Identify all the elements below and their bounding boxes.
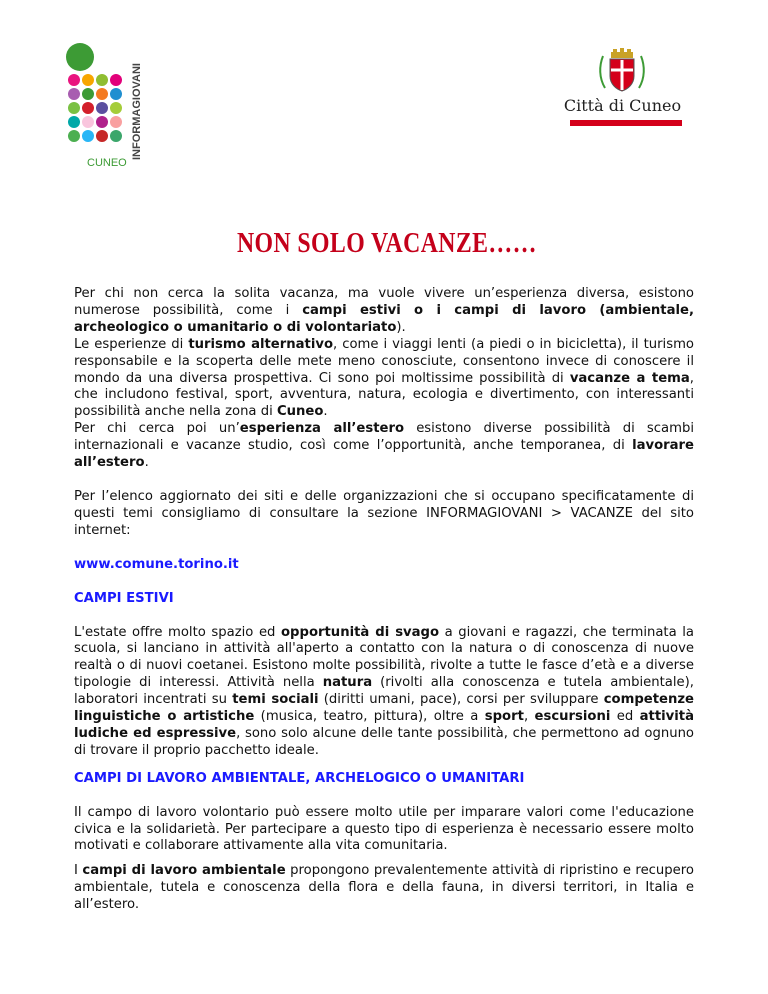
logo-big-dot: [66, 43, 94, 71]
logo-dot-grid: [68, 74, 122, 142]
page-title: NON SOLO VACANZE……: [236, 227, 537, 259]
logo-dot: [68, 130, 80, 142]
logo-dot: [68, 74, 80, 86]
section-heading-campi-estivi: CAMPI ESTIVI: [74, 590, 174, 606]
logo-dot: [110, 130, 122, 142]
city-logo-bar: [570, 120, 682, 126]
logo-dot: [82, 116, 94, 128]
logo-dot: [82, 74, 94, 86]
informagiovani-logo-graphic: [60, 42, 150, 177]
intro-paragraph: Per chi non cerca la solita vacanza, ma vuole vivere un’esperienza diversa, esistono numerose possibilità, come i campi estivi o i campi di lavoro (ambientale, archeologico o umanitario o di volontariato). Le esperienze di turismo alternativo, come i viaggi lenti (a piedi o in bicicletta), il turismo responsabile e la scoperta delle mete meno conosciute, consentono invece di conoscere il mondo da una diversa prospettiva. Ci sono poi moltissime possibilità di vacanze a tema, che includono festival, sport, avventura, natura, ecologia e divertimento, con interessanti possibilità anche nella zona di Cuneo. Per chi cerca poi un’esperienza all’estero esistono diverse possibilità di scambi internazionali e vacanze studio, così come l’opportunità, anche temporanea, di lavorare all’estero.: [74, 286, 694, 471]
logo-dot: [68, 102, 80, 114]
website-link[interactable]: www.comune.torino.it: [74, 556, 239, 572]
logo-dot: [110, 102, 122, 114]
logo-dot: [96, 88, 108, 100]
info-paragraph: Per l’elenco aggiornato dei siti e delle organizzazioni che si occupano specificatamente di questi temi consigliamo di consultare la sezione INFORMAGIOVANI > VACANZE del sito internet:: [74, 488, 694, 538]
informagiovani-vertical-text: INFORMAGIOVANI: [131, 63, 143, 160]
informagiovani-city: CUNEO: [87, 157, 127, 169]
citta-di-cuneo-logo: [560, 48, 685, 130]
logo-dot: [68, 88, 80, 100]
logo-dot: [82, 88, 94, 100]
campi-estivi-paragraph: L'estate offre molto spazio ed opportunità di svago a giovani e ragazzi, che terminata la scuola, si lanciano in attività all'aperto a contatto con la natura o di conoscenza di nuove realtà o di nuovi coetanei. Esistono molte possibilità, rivolte a tutte le fasce d’età e a diverse tipologie di interessi. Attività nella natura (rivolti alla conoscenza e tutela ambientale), laboratori incentrati su temi sociali (diritti umani, pace), corsi per sviluppare competenze linguistiche o artistiche (musica, teatro, pittura), oltre a sport, escursioni ed attività ludiche ed espressive, sono solo alcune delle tante possibilità, che permettono ad ognuno di trovare il proprio pacchetto ideale.: [74, 624, 694, 758]
campi-ambientale-paragraph: I campi di lavoro ambientale propongono prevalentemente attività di ripristino e recupero ambientale, tutela e conoscenza della flora e della fauna, in diversi territori, in Italia e all’estero.: [74, 863, 694, 913]
logo-dot: [96, 130, 108, 142]
informagiovani-logo: [60, 42, 150, 177]
logo-dot: [110, 116, 122, 128]
logo-dot: [110, 74, 122, 86]
logo-dot: [96, 74, 108, 86]
logo-dot: [96, 102, 108, 114]
city-name: Città di Cuneo: [563, 96, 682, 115]
logo-dot: [68, 116, 80, 128]
logo-dot: [110, 88, 122, 100]
cuneo-crest-icon: [597, 48, 647, 94]
document-body: [74, 286, 694, 914]
section-heading-campi-lavoro: CAMPI DI LAVORO AMBIENTALE, ARCHELOGICO O UMANITARI: [74, 770, 525, 786]
logo-dot: [82, 130, 94, 142]
logo-dot: [82, 102, 94, 114]
campi-lavoro-paragraph: Il campo di lavoro volontario può essere molto utile per imparare valori come l'educazione civica e la solidarietà. Per partecipare a questo tipo di esperienza è necessario essere molto motivati e collaborare attivamente alla vita comunitaria.: [74, 804, 694, 854]
logo-dot: [96, 116, 108, 128]
